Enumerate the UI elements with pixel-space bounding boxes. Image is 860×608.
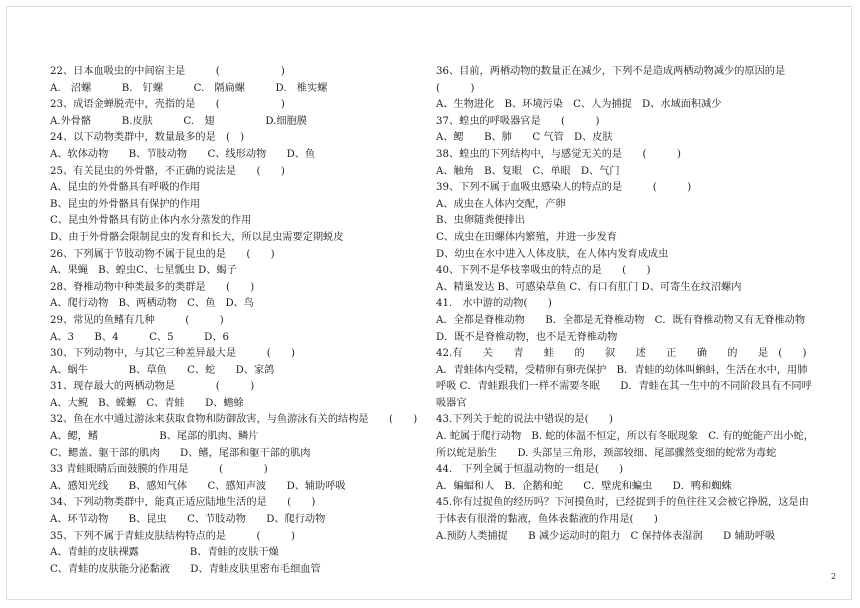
question-line: A．全都是脊椎动物 B．全都是无脊椎动物 C．既有脊椎动物又有无脊椎动物 bbox=[436, 314, 806, 326]
question-line: A、环节动物 B、昆虫 C、节肢动物 D、爬行动物 bbox=[50, 514, 326, 526]
question-line: 31、现存最大的两栖动物是 ( ) bbox=[50, 381, 255, 393]
question-line: 40、下列不是华枝睾吸虫的特点的是 ( ) bbox=[436, 265, 651, 277]
left-question-column bbox=[50, 64, 440, 578]
question-line: 34、下列动物类群中，能真正适应陆地生活的是 ( ) bbox=[50, 497, 316, 509]
question-line: 37、蝗虫的呼吸器官是 ( ) bbox=[436, 115, 600, 127]
question-line: A. 沼螺 B. 钉螺 C. 隔扁螺 D. 椎实螺 bbox=[50, 82, 328, 94]
question-line: 41. 水中游的动物( ) bbox=[436, 298, 552, 310]
question-line: A、软体动物 B、节肢动物 C、线形动物 D、鱼 bbox=[50, 148, 316, 160]
question-line: D、幼虫在水中进入人体皮肤，在人体内发育成成虫 bbox=[436, 248, 669, 260]
question-line: C、青蛙的皮肤能分泌黏液 D、青蛙皮肤里密布毛细血管 bbox=[50, 563, 321, 575]
question-line: A、生物进化 B、环境污染 C、人为捕捉 D、水域面积减少 bbox=[436, 99, 722, 111]
question-line: A. 蛇属于爬行动物 B. 蛇的体温不恒定，所以有冬眠现象 C. 有的蛇能产出小蛇， bbox=[436, 431, 814, 443]
question-line: D．既不是脊椎动物，也不是无脊椎动物 bbox=[436, 331, 618, 343]
question-line: 33 青蛙眼睛后面鼓膜的作用是 ( ) bbox=[50, 464, 268, 476]
question-line: 28、脊椎动物中种类最多的类群是 ( ) bbox=[50, 281, 255, 293]
question-line: A、昆虫的外骨骼具有呼吸的作用 bbox=[50, 182, 200, 194]
question-line: A.预防人类捕捉 B 减少运动时的阻力 C 保持体表湿润 D 辅助呼吸 bbox=[436, 530, 776, 542]
question-line: A、3 B、4 C、5 D、6 bbox=[50, 331, 229, 343]
question-line: A、大鲵 B、蝾螈 C、青蛙 D、蟾蜍 bbox=[50, 397, 244, 409]
page-number: 2 bbox=[831, 572, 837, 581]
question-line: A、爬行动物 B、两栖动物 C、鱼 D、鸟 bbox=[50, 298, 254, 310]
question-line: 29、常见的鱼鳍有几种 ( ) bbox=[50, 314, 224, 326]
right-question-column bbox=[436, 64, 816, 545]
question-line: 42.有 关 青 蛙 的 叙 述 正 确 的 是 ( ) bbox=[436, 348, 807, 360]
question-line: C、鳃盖、躯干部的肌肉 D、鳍，尾部和躯干部的肌肉 bbox=[50, 447, 311, 459]
question-line: 43.下列关于蛇的说法中错误的是( ) bbox=[436, 414, 613, 426]
question-line: 25、有关昆虫的外骨骼，不正确的说法是 ( ) bbox=[50, 165, 285, 177]
question-line: B、昆虫的外骨骼具有保护的作用 bbox=[50, 198, 201, 210]
question-line: 22、日本血吸虫的中间宿主是 ( ) bbox=[50, 66, 285, 77]
question-line: C、昆虫外骨骼具有防止体内水分蒸发的作用 bbox=[50, 215, 252, 227]
question-line: 38、蝗虫的下列结构中，与感觉无关的是 ( ) bbox=[436, 148, 682, 160]
question-line: A．青蛙体内受精，受精卵有卵壳保护 B．青蛙的幼体叫蝌蚪，生活在水中，用肺 bbox=[436, 364, 808, 376]
question-line: A.外骨骼 B.皮肤 C. 翅 D.细胞膜 bbox=[50, 115, 307, 127]
question-line: D、由于外骨骼会限制昆虫的发育和长大，所以昆虫需要定期蜕皮 bbox=[50, 231, 344, 243]
question-line: 呼吸 C．青蛙跟我们一样不需要冬眠 D．青蛙在其一生中的不同阶段具有不同呼 bbox=[436, 381, 812, 393]
question-line: 44. 下列全属于恒温动物的一组是( ) bbox=[436, 464, 624, 476]
question-line: 24、以下动物类群中，数量最多的是 ( ) bbox=[50, 132, 245, 144]
question-line: 35、下列不属于青蛙皮肤结构特点的是 ( ) bbox=[50, 530, 296, 542]
question-line: A、成虫在人体内交配，产卵 bbox=[436, 198, 566, 210]
question-line: 所以蛇是胎生 D. 头部呈三角形，颈部较细、尾部骤然变细的蛇常为毒蛇 bbox=[436, 447, 777, 459]
question-line: 23、成语金蝉脱壳中，壳指的是 ( ) bbox=[50, 99, 285, 111]
question-line: 36、目前，两栖动物的数量正在减少，下列不是造成两栖动物减少的原因的是 bbox=[436, 66, 786, 77]
question-line: 32、鱼在水中通过游泳来获取食物和防御敌害，与鱼游泳有关的结构是 ( ) bbox=[50, 414, 418, 426]
question-line: A、果蝇 B、蝗虫C、七星瓢虫 D、蝎子 bbox=[50, 265, 237, 277]
question-line: A、蜗牛 B、草鱼 C、蛇 D、家鸽 bbox=[50, 364, 275, 376]
question-line: A．蝙蝠和人 B．企鹅和蛇 C．壁虎和蝙虫 D．鸭和蜘蛛 bbox=[436, 480, 732, 492]
question-line: 30、下列动物中，与其它三种差异最大是 ( ) bbox=[50, 348, 296, 360]
question-line: A、精巢发达 B、可感染草鱼 C、有口有肛门 D、可寄生在纹沼螺内 bbox=[436, 281, 742, 293]
question-line: 26、下列属于节肢动物不属于昆虫的是 ( ) bbox=[50, 248, 275, 260]
question-line: A、鳃，鳍 B、尾部的肌肉、鳞片 bbox=[50, 431, 259, 443]
question-line: A、感知光线 B、感知气体 C、感知声波 D、辅助呼吸 bbox=[50, 480, 346, 492]
question-line: A、青蛙的皮肤裸露 B、青蛙的皮肤干燥 bbox=[50, 547, 279, 559]
question-line: 吸器官 bbox=[436, 397, 467, 409]
question-line: A、触角 B、复眼 C、单眼 D、气门 bbox=[436, 165, 620, 177]
question-line: A、鳃 B、肺 C 气管 D、皮肤 bbox=[436, 132, 613, 144]
question-line: B、虫卵随粪便排出 bbox=[436, 215, 525, 227]
question-line: 于体表有很滑的黏液，鱼体表黏液的作用是( ) bbox=[436, 514, 658, 526]
question-line: 39、下列不属于血吸虫感染人的特点的是 ( ) bbox=[436, 182, 692, 194]
question-line: C、成虫在田螺体内繁殖，并进一步发育 bbox=[436, 231, 617, 243]
question-line: 45.你有过捉鱼的经历吗？下河摸鱼时，已经捉到手的鱼往往又会被它挣脱，这是由 bbox=[436, 497, 809, 509]
question-line: ( ) bbox=[436, 82, 475, 94]
